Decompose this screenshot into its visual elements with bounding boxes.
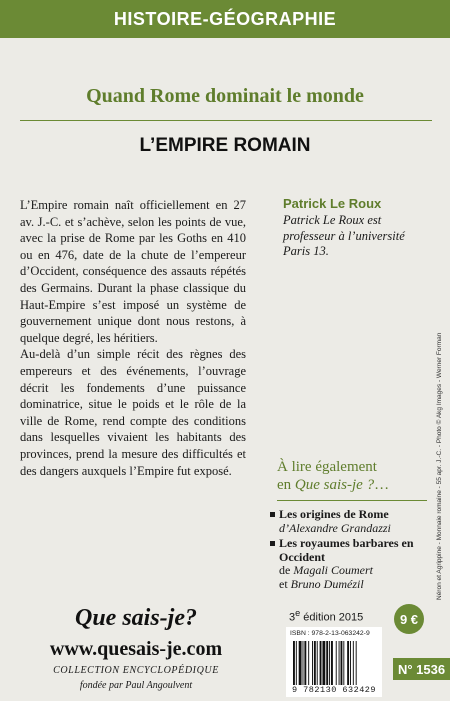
author-name-1: Magali Coumert (293, 563, 373, 577)
collection-name: COLLECTION ENCYCLOPÉDIQUE (53, 665, 219, 676)
isbn-label: ISBN : 978-2-13-063242-9 (290, 630, 370, 637)
title-divider (20, 120, 432, 121)
edition-sup: e (295, 608, 301, 618)
author-prefix: de (279, 563, 294, 577)
see-also-collection-name: Que sais-je ? (294, 477, 375, 493)
see-also-heading-line1: À lire également (277, 459, 377, 475)
author-name: Patrick Le Roux (283, 196, 382, 211)
body-paragraph: Au-delà d’un simple récit des règnes des empereurs et des événements, l’ouvrage décrit les fondements d’une puissance dominatrice, situe le poids et le rôle de la ville de Rome, rend compte des conditions dans lesquelles vivaient les habitants des provinces, prend la mesure des difficultés et des dangers auxquels l’Empire fut exposé. (20, 347, 246, 478)
author-bio: Patrick Le Roux est professeur à l’université Paris 13. (283, 213, 405, 258)
edition-number: 3 (289, 611, 296, 624)
series-number-badge: N° 1536 (393, 658, 450, 680)
edition-label (289, 608, 363, 624)
see-also-heading (277, 458, 427, 494)
see-also-prefix: en (277, 477, 295, 493)
body-paragraph: L’Empire romain naît officiellement en 27 av. J.-C. et s’achève, selon les points de vue, avec la prise de Rome par les Goths en 410 ou en 476, date de la chute de l’empereur d’Occident, conséquence des assauts répétés des Germains. Durant la phase classique du Haut-Empire s’est imposé un système de gouvernement unique dont nous restons, à quelque degré, les héritiers. (20, 198, 246, 345)
see-also-item (270, 508, 430, 535)
see-also-divider (277, 500, 427, 501)
see-also-item (270, 537, 430, 591)
see-also-item-author (270, 564, 430, 578)
see-also-item-title: Les royaumes barbares en Occident (279, 536, 414, 564)
series-banner (0, 0, 450, 38)
photo-credit: Néron et Agrippine - Monnaie romaine - 55 apr. J.-C. - Photo © Akg Images - Werner Forman (436, 332, 443, 600)
barcode-number: 9 782130 632429 (291, 685, 376, 695)
see-also-heading-line2 (277, 476, 427, 494)
see-also-item-title: Les origines de Rome (279, 507, 389, 521)
founder-line: fondée par Paul Angoulvent (79, 680, 193, 691)
price-badge: 9 € (394, 604, 424, 634)
series-label: HISTOIRE-GÉOGRAPHIE (113, 8, 337, 29)
see-also-suffix: … (374, 477, 390, 493)
bullet-icon (270, 541, 275, 546)
see-also-item-author: d’Alexandre Grandazzi (279, 520, 391, 535)
see-also-item-author2 (270, 578, 430, 592)
bullet-icon (270, 512, 275, 517)
author-prefix: et (279, 576, 291, 591)
subtitle: Quand Rome dominait le monde (86, 85, 364, 107)
book-title: L’EMPIRE ROMAIN (139, 135, 311, 156)
author-name-2: Bruno Dumézil (290, 576, 364, 591)
edition-text: édition 2015 (300, 611, 364, 624)
back-cover-text (20, 197, 246, 479)
barcode-icon (293, 641, 375, 685)
publisher-logo: Que sais-je? (75, 605, 197, 631)
publisher-website: www.quesais-je.com (49, 638, 223, 660)
